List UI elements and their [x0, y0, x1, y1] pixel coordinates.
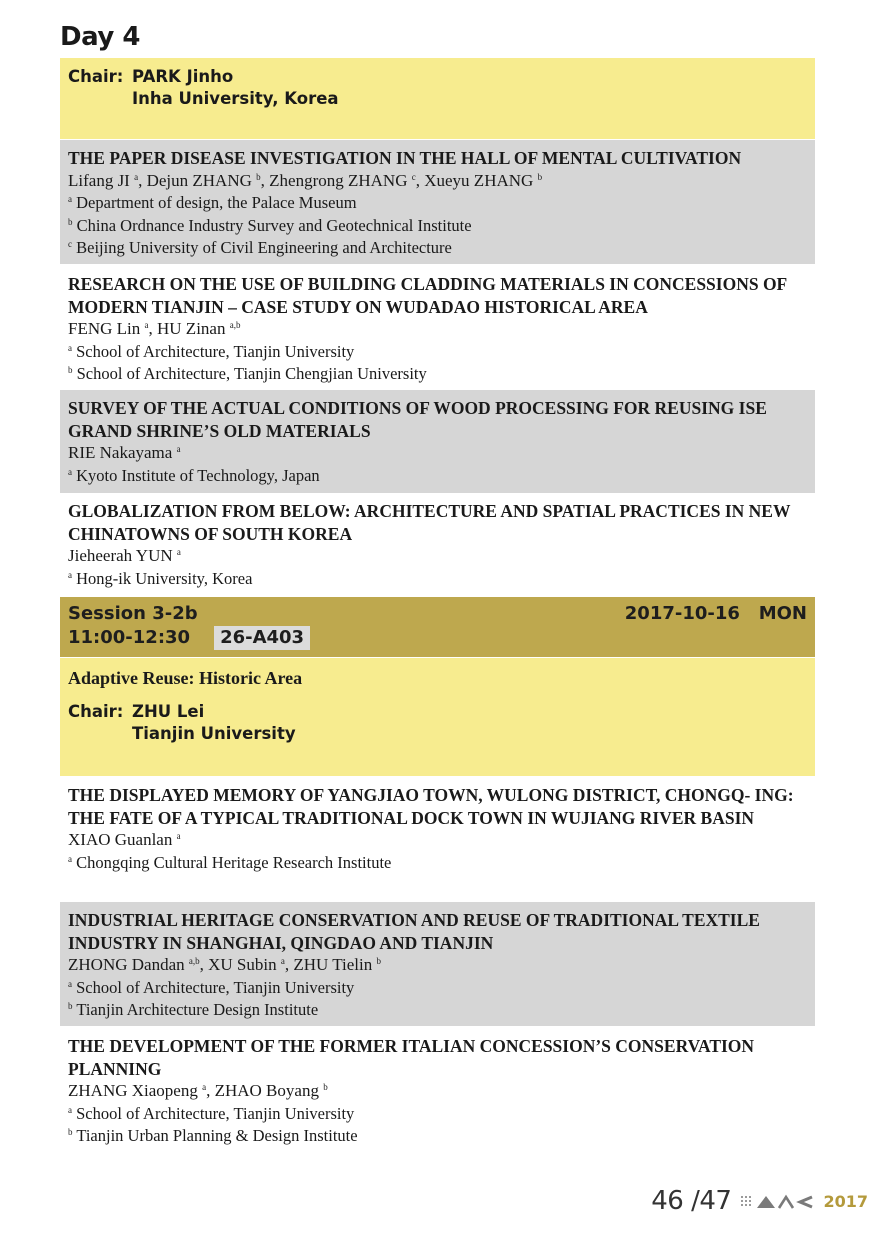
- page-footer: [651, 1186, 868, 1216]
- chair-affiliation-row: [68, 723, 807, 745]
- conference-logo-icon: [741, 1191, 815, 1211]
- paper-title: THE DEVELOPMENT OF THE FORMER ITALIAN CONCESSION’S CONSERVATION PLANNING: [68, 1036, 755, 1079]
- session-header-row: [68, 602, 807, 626]
- paper-authors: RIE Nakayama $^a$: [68, 443, 181, 462]
- page-number: 46 /47: [651, 1186, 732, 1216]
- chair-label: Chair:: [68, 702, 124, 721]
- paper-affiliation: $^c$ Beijing University of Civil Engineering and Architecture: [68, 238, 452, 257]
- session-b-chair-box: [60, 658, 815, 776]
- paper-affiliation: $^b$ School of Architecture, Tianjin Chengjian University: [68, 364, 427, 383]
- paper-card: [60, 902, 815, 1026]
- paper-card: [60, 494, 815, 596]
- paper-affiliation: $^a$ School of Architecture, Tianjin University: [68, 341, 355, 361]
- paper-title: THE DISPLAYED MEMORY OF YANGJIAO TOWN, WULONG DISTRICT, CHONGQ- ING: THE FATE OF A TYPICAL TRADITIONAL DOCK TOWN IN WUJIANG RIVER BASIN: [68, 785, 794, 828]
- chair-name: PARK Jinho: [132, 67, 234, 86]
- paper-authors: ZHONG Dandan $^{a,b}$, XU Subin $^a$, ZHU Tielin $^b$: [68, 955, 381, 974]
- paper-title: INDUSTRIAL HERITAGE CONSERVATION AND REUSE OF TRADITIONAL TEXTILE INDUSTRY IN SHANGHAI, QINGDAO AND TIANJIN: [68, 910, 760, 953]
- chair-row: [68, 66, 807, 88]
- paper-affiliation: $^a$ Kyoto Institute of Technology, Japan: [68, 465, 320, 485]
- chair-label: Chair:: [68, 67, 124, 86]
- chair-affiliation-row: [68, 88, 807, 110]
- paper-title: THE PAPER DISEASE INVESTIGATION IN THE HALL OF MENTAL CULTIVATION: [68, 148, 742, 168]
- paper-authors: Jieheerah YUN $^a$: [68, 546, 181, 565]
- paper-affiliation: $^a$ Department of design, the Palace Museum: [68, 193, 357, 212]
- paper-card: [60, 265, 815, 389]
- session-time: 11:00-12:30: [68, 627, 191, 648]
- paper-card: [60, 777, 815, 901]
- chair-row: [68, 701, 807, 723]
- paper-affiliation: $^b$ China Ordnance Industry Survey and Geotechnical Institute: [68, 215, 472, 235]
- session-header: [60, 597, 815, 657]
- chair-name: ZHU Lei: [132, 702, 205, 721]
- session-code: Session 3-2b: [68, 603, 198, 624]
- paper-authors: FENG Lin $^a$, HU Zinan $^{a,b}$: [68, 319, 241, 338]
- paper-card: [60, 1027, 815, 1151]
- paper-authors: XIAO Guanlan $^a$: [68, 830, 181, 849]
- paper-affiliation: $^a$ Hong-ik University, Korea: [68, 568, 253, 588]
- paper-affiliation: $^a$ School of Architecture, Tianjin University: [68, 977, 355, 997]
- paper-authors: Lifang JI $^a$, Dejun ZHANG $^b$, Zhengrong ZHANG $^c$, Xueyu ZHANG $^b$: [68, 170, 543, 190]
- session-room: 26-A403: [214, 626, 310, 650]
- paper-affiliation: $^a$ School of Architecture, Tianjin University: [68, 1103, 355, 1123]
- session-date: 2017-10-16 MON: [624, 603, 807, 624]
- logo-year: 2017: [823, 1191, 868, 1211]
- session-time-row: [68, 626, 807, 650]
- session-a-chair-box: [60, 58, 815, 139]
- paper-affiliation: $^a$ Chongqing Cultural Heritage Research Institute: [68, 852, 392, 872]
- chair-affiliation: Tianjin University: [132, 724, 296, 743]
- day-title: Day 4: [60, 22, 140, 52]
- session-theme: Adaptive Reuse: Historic Area: [68, 668, 303, 688]
- paper-card: [60, 140, 815, 264]
- paper-title: GLOBALIZATION FROM BELOW: ARCHITECTURE AND SPATIAL PRACTICES IN NEW CHINATOWNS OF SOUTH KOREA: [68, 501, 791, 544]
- paper-affiliation: $^b$ Tianjin Architecture Design Institute: [68, 1000, 319, 1019]
- paper-title: SURVEY OF THE ACTUAL CONDITIONS OF WOOD PROCESSING FOR REUSING ISE GRAND SHRINE’S OLD MATERIALS: [68, 398, 767, 441]
- paper-authors: ZHANG Xiaopeng $^a$, ZHAO Boyang $^b$: [68, 1081, 328, 1100]
- chair-affiliation: Inha University, Korea: [132, 89, 339, 108]
- paper-title: RESEARCH ON THE USE OF BUILDING CLADDING MATERIALS IN CONCESSIONS OF MODERN TIANJIN – CASE STUDY ON WUDADAO HISTORICAL AREA: [68, 274, 787, 317]
- paper-card: [60, 390, 815, 493]
- paper-affiliation: $^b$ Tianjin Urban Planning & Design Institute: [68, 1126, 358, 1145]
